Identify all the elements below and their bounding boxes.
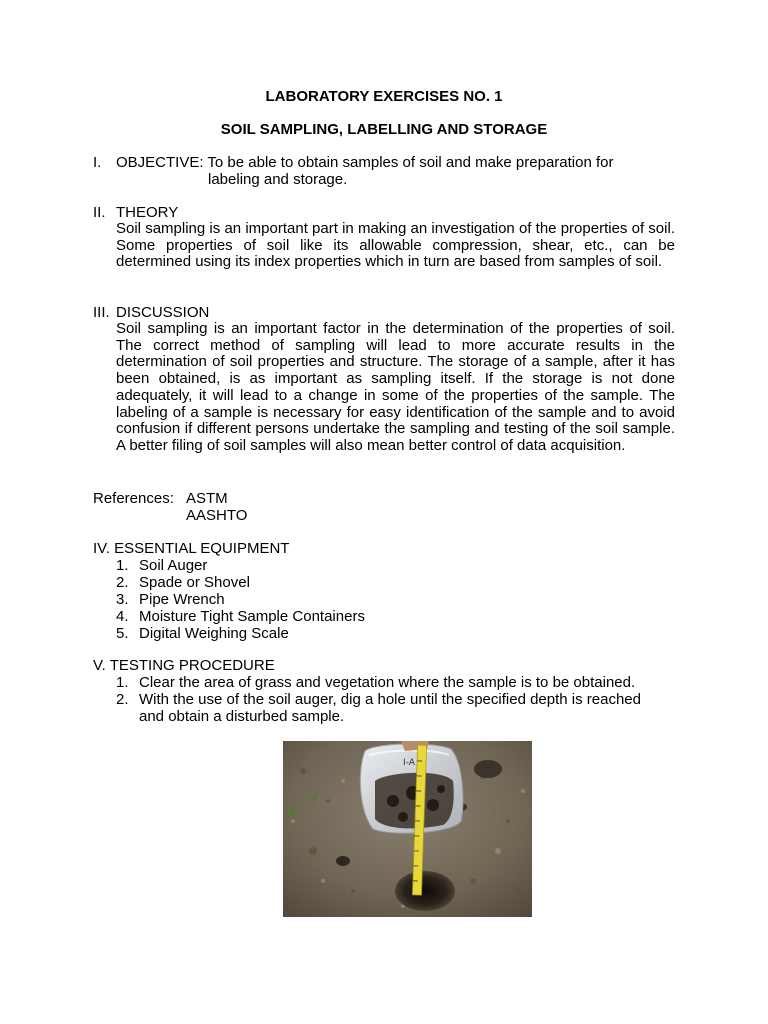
theory-number: II. — [93, 204, 106, 221]
discussion-number: III. — [93, 304, 110, 321]
list-item: 1. Clear the area of grass and vegetation where the sample is to be obtained. — [116, 674, 636, 691]
list-item: 5. Digital Weighing Scale — [116, 625, 289, 642]
theory-heading: THEORY — [116, 204, 179, 221]
objective-number: I. — [93, 154, 102, 171]
list-item: 2. With the use of the soil auger, dig a hole until the specified depth is reached — [116, 691, 641, 708]
discussion-paragraph: Soil sampling is an important factor in the determination of the properties of soil. The correct method of sampling will lead to more accurate results in the determination of soil properties and structure. The storage of a sample, after it has been obtained, is as important as sampling itself. If the storage is not done adequately, it will lead to a change in some of the properties of the sample. The labeling of a sample is necessary for easy identification of the sample and to avoid confusion if different persons undertake the sampling and testing of the soil sample. A better filing of soil samples will also mean better control of data acquisition. — [116, 320, 675, 454]
reference-item: AASHTO — [186, 507, 248, 524]
list-item: 2. Spade or Shovel — [116, 574, 250, 591]
document-title: LABORATORY EXERCISES NO. 1 — [265, 88, 503, 105]
document-subtitle: SOIL SAMPLING, LABELLING AND STORAGE — [220, 121, 548, 138]
equipment-list — [116, 557, 365, 642]
list-item: 1. Soil Auger — [116, 557, 208, 574]
reference-item: ASTM — [186, 490, 228, 507]
objective-line-1: OBJECTIVE: To be able to obtain samples of soil and make preparation for — [116, 154, 614, 171]
objective-line-2: labeling and storage. — [208, 171, 348, 188]
theory-paragraph: Soil sampling is an important part in making an investigation of the properties of soil. Some properties of soil like its allowable compression, shear, etc., can be determined using its index properties which in turn are based from samples of soil. — [116, 220, 675, 271]
list-item: 4. Moisture Tight Sample Containers — [116, 608, 365, 625]
list-item: and obtain a disturbed sample. — [139, 708, 345, 725]
procedure-heading: V. TESTING PROCEDURE — [93, 657, 275, 674]
references-label: References: — [93, 490, 174, 507]
soil-sample-photo — [283, 741, 532, 917]
discussion-heading: DISCUSSION — [116, 304, 210, 321]
equipment-heading: IV. ESSENTIAL EQUIPMENT — [93, 540, 290, 557]
list-item: 3. Pipe Wrench — [116, 591, 225, 608]
procedure-list — [116, 674, 641, 725]
bag-label: I-A — [403, 758, 415, 768]
